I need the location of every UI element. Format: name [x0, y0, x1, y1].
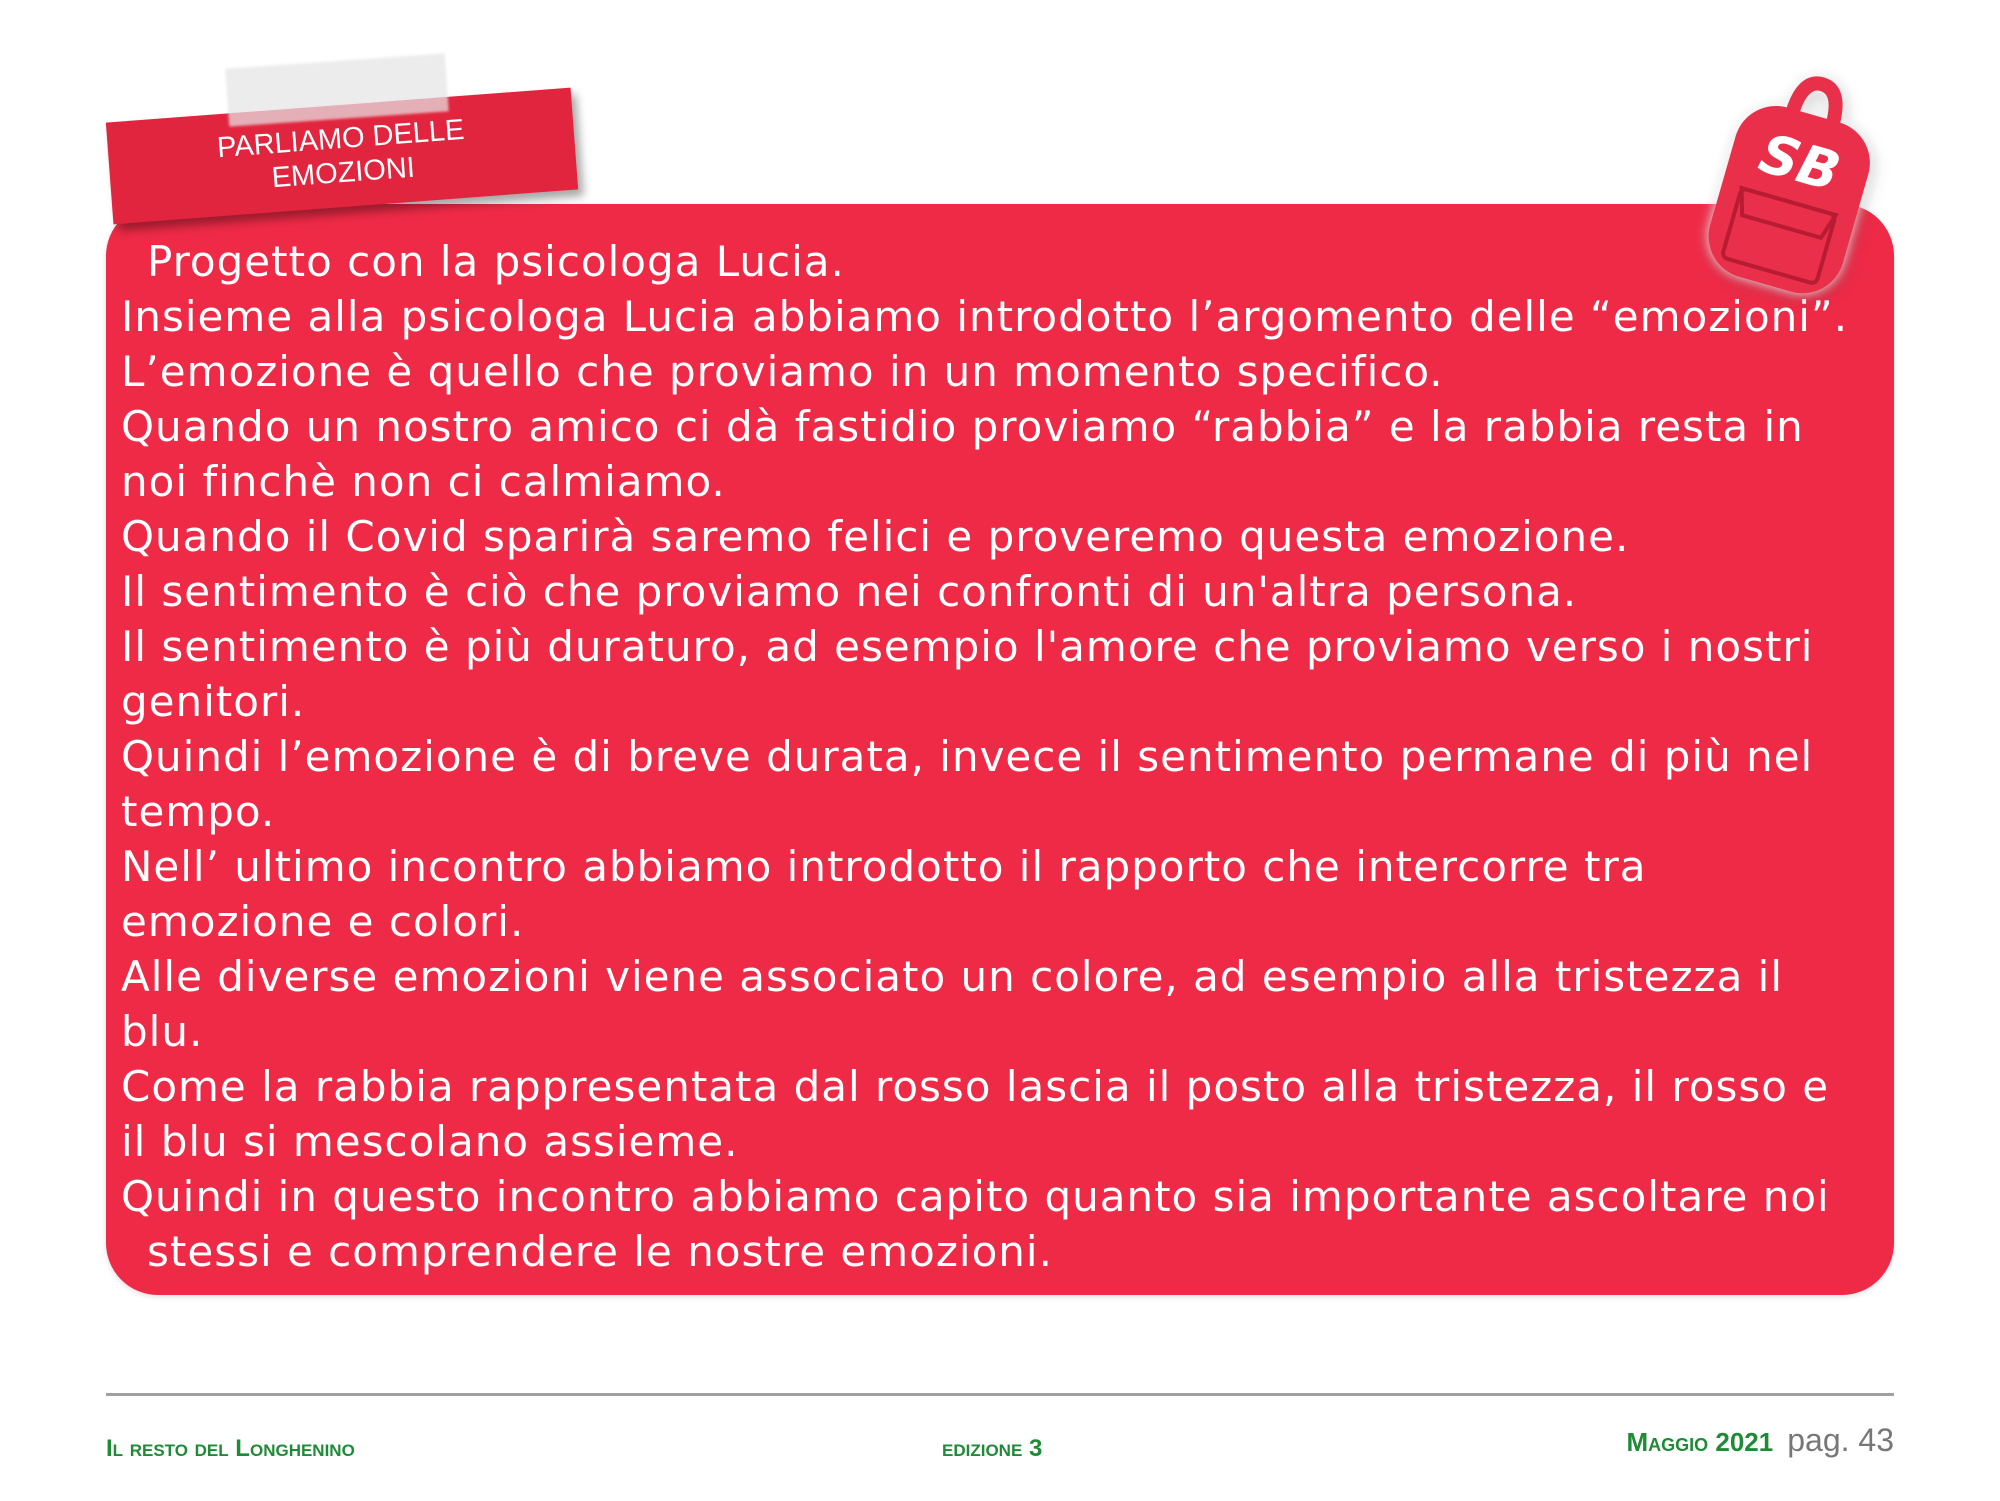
footer-date: Maggio 2021	[1626, 1427, 1774, 1457]
article-line: stessi e comprendere le nostre emozioni.	[147, 1227, 1053, 1276]
article-paragraph	[121, 619, 1881, 729]
article-line: il blu si mescolano assieme.	[121, 1117, 739, 1166]
section-tag-line-2: EMOZIONI	[270, 151, 416, 195]
article-body	[121, 234, 1881, 1279]
article-line: Quindi l’emozione è di breve durata, invece il sentimento permane di più nel	[121, 732, 1814, 781]
article-paragraph	[121, 949, 1881, 1059]
article-paragraph	[121, 564, 1881, 619]
article-paragraph	[121, 509, 1881, 564]
footer-divider	[106, 1393, 1894, 1396]
article-line: noi finchè non ci calmiamo.	[121, 457, 726, 506]
article-line: Il sentimento è più duraturo, ad esempio l'amore che proviamo verso i nostri	[121, 622, 1814, 671]
article-line: tempo.	[121, 787, 276, 836]
article-line: Progetto con la psicologa Lucia.	[147, 237, 845, 286]
section-tag-line-1: PARLIAMO DELLE	[216, 113, 466, 165]
backpack-icon	[1685, 60, 1900, 300]
article-line: genitori.	[121, 677, 306, 726]
article-line: Il sentimento è ciò che proviamo nei confronti di un'altra persona.	[121, 567, 1578, 616]
article-line: Alle diverse emozioni viene associato un colore, ad esempio alla tristezza il	[121, 952, 1784, 1001]
article-paragraph	[121, 399, 1881, 509]
article-line: Insieme alla psicologa Lucia abbiamo introdotto l’argomento delle “emozioni”.	[121, 292, 1849, 341]
article-paragraph	[121, 1059, 1881, 1169]
article-line: L’emozione è quello che proviamo in un momento specifico.	[121, 347, 1444, 396]
article-paragraph	[121, 729, 1881, 839]
footer-edition: edizione 3	[942, 1435, 1043, 1462]
article-line: Quando il Covid sparirà saremo felici e proveremo questa emozione.	[121, 512, 1630, 561]
article-line: Come la rabbia rappresentata dal rosso lascia il posto alla tristezza, il rosso e	[121, 1062, 1830, 1111]
article-line: Quando un nostro amico ci dà fastidio proviamo “rabbia” e la rabbia resta in	[121, 402, 1804, 451]
article-line: blu.	[121, 1007, 204, 1056]
article-line: Nell’ ultimo incontro abbiamo introdotto il rapporto che intercorre tra	[121, 842, 1647, 891]
article-paragraph	[121, 344, 1881, 399]
article-paragraph	[121, 839, 1881, 949]
footer-right	[1627, 1422, 1895, 1459]
logo-text: SB	[1752, 121, 1848, 204]
article-paragraph	[121, 1169, 1881, 1279]
article-paragraph	[121, 289, 1881, 344]
footer-publication: Il resto del Longhenino	[106, 1435, 355, 1462]
article-paragraph	[121, 234, 1881, 289]
page-number: pag. 43	[1787, 1422, 1894, 1458]
article-line: emozione e colori.	[121, 897, 525, 946]
article-line: Quindi in questo incontro abbiamo capito quanto sia importante ascoltare noi	[121, 1172, 1830, 1221]
